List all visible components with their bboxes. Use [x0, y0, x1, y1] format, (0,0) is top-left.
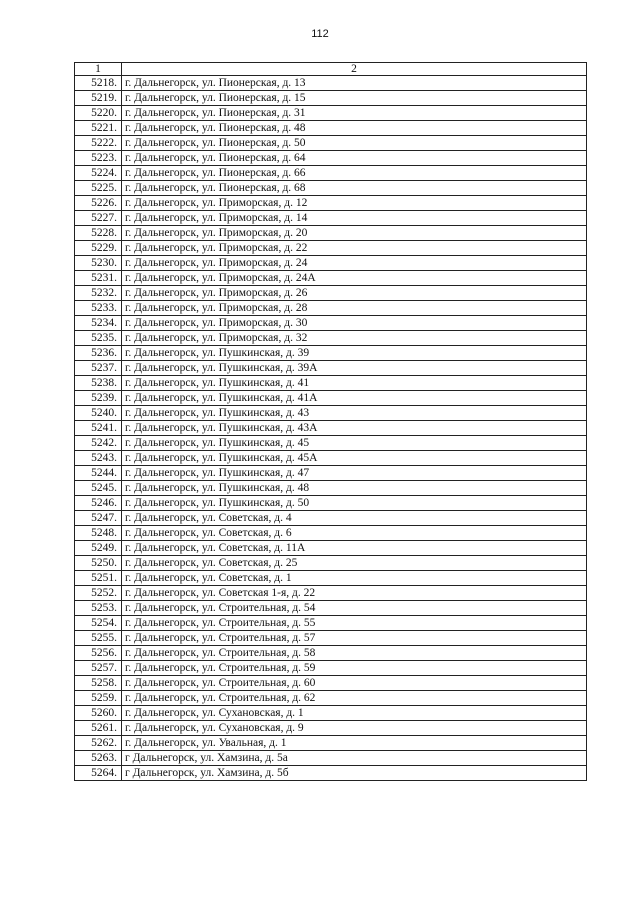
row-address: г. Дальнегорск, ул. Приморская, д. 14 — [122, 211, 587, 226]
table-row — [75, 526, 587, 541]
row-number: 5234. — [75, 316, 122, 331]
row-address: г. Дальнегорск, ул. Приморская, д. 26 — [122, 286, 587, 301]
table-row — [75, 706, 587, 721]
row-number: 5262. — [75, 736, 122, 751]
row-address: г. Дальнегорск, ул. Пионерская, д. 31 — [122, 106, 587, 121]
table-row — [75, 631, 587, 646]
table-row — [75, 511, 587, 526]
row-address: г. Дальнегорск, ул. Пушкинская, д. 41 — [122, 376, 587, 391]
row-number: 5218. — [75, 76, 122, 91]
table-row — [75, 256, 587, 271]
row-address: г. Дальнегорск, ул. Строительная, д. 58 — [122, 646, 587, 661]
table-row — [75, 76, 587, 91]
row-address: г. Дальнегорск, ул. Пионерская, д. 15 — [122, 91, 587, 106]
row-address: г. Дальнегорск, ул. Пушкинская, д. 50 — [122, 496, 587, 511]
row-address: г. Дальнегорск, ул. Советская, д. 4 — [122, 511, 587, 526]
row-number: 5239. — [75, 391, 122, 406]
table-row — [75, 136, 587, 151]
row-address: г. Дальнегорск, ул. Советская 1-я, д. 22 — [122, 586, 587, 601]
row-number: 5233. — [75, 301, 122, 316]
row-address: г. Дальнегорск, ул. Пушкинская, д. 47 — [122, 466, 587, 481]
table-body — [75, 76, 587, 781]
row-address: г. Дальнегорск, ул. Сухановская, д. 1 — [122, 706, 587, 721]
row-number: 5229. — [75, 241, 122, 256]
row-number: 5253. — [75, 601, 122, 616]
table-row — [75, 451, 587, 466]
table-header — [75, 63, 587, 76]
row-number: 5255. — [75, 631, 122, 646]
row-address: г. Дальнегорск, ул. Советская, д. 11А — [122, 541, 587, 556]
row-address: г. Дальнегорск, ул. Пушкинская, д. 39А — [122, 361, 587, 376]
table-row — [75, 196, 587, 211]
header-col-number: 1 — [75, 63, 122, 76]
row-number: 5225. — [75, 181, 122, 196]
row-address: г. Дальнегорск, ул. Увальная, д. 1 — [122, 736, 587, 751]
row-address: г. Дальнегорск, ул. Приморская, д. 28 — [122, 301, 587, 316]
row-number: 5243. — [75, 451, 122, 466]
table-row — [75, 226, 587, 241]
table-row — [75, 436, 587, 451]
row-address: г. Дальнегорск, ул. Строительная, д. 54 — [122, 601, 587, 616]
row-number: 5221. — [75, 121, 122, 136]
row-address: г. Дальнегорск, ул. Приморская, д. 20 — [122, 226, 587, 241]
row-number: 5247. — [75, 511, 122, 526]
row-number: 5252. — [75, 586, 122, 601]
row-number: 5238. — [75, 376, 122, 391]
table-row — [75, 316, 587, 331]
table-row — [75, 271, 587, 286]
table-row — [75, 181, 587, 196]
table-row — [75, 301, 587, 316]
table-row — [75, 646, 587, 661]
table-row — [75, 106, 587, 121]
table-row — [75, 541, 587, 556]
row-address: г. Дальнегорск, ул. Советская, д. 6 — [122, 526, 587, 541]
row-address: г. Дальнегорск, ул. Пушкинская, д. 43А — [122, 421, 587, 436]
row-address: г. Дальнегорск, ул. Строительная, д. 55 — [122, 616, 587, 631]
row-number: 5263. — [75, 751, 122, 766]
row-number: 5250. — [75, 556, 122, 571]
table-row — [75, 406, 587, 421]
row-address: г. Дальнегорск, ул. Пионерская, д. 66 — [122, 166, 587, 181]
row-number: 5222. — [75, 136, 122, 151]
header-col-address: 2 — [122, 63, 587, 76]
row-number: 5256. — [75, 646, 122, 661]
row-number: 5249. — [75, 541, 122, 556]
row-number: 5257. — [75, 661, 122, 676]
row-number: 5261. — [75, 721, 122, 736]
row-number: 5219. — [75, 91, 122, 106]
row-number: 5240. — [75, 406, 122, 421]
row-address: г. Дальнегорск, ул. Пушкинская, д. 41А — [122, 391, 587, 406]
row-number: 5227. — [75, 211, 122, 226]
row-number: 5259. — [75, 691, 122, 706]
row-number: 5232. — [75, 286, 122, 301]
table-row — [75, 361, 587, 376]
table-row — [75, 331, 587, 346]
row-address: г. Дальнегорск, ул. Пионерская, д. 64 — [122, 151, 587, 166]
row-address: г. Дальнегорск, ул. Пионерская, д. 13 — [122, 76, 587, 91]
row-address: г. Дальнегорск, ул. Приморская, д. 32 — [122, 331, 587, 346]
row-number: 5226. — [75, 196, 122, 211]
row-address: г. Дальнегорск, ул. Пионерская, д. 48 — [122, 121, 587, 136]
row-number: 5230. — [75, 256, 122, 271]
header-row — [75, 63, 587, 76]
row-address: г. Дальнегорск, ул. Пушкинская, д. 39 — [122, 346, 587, 361]
table-row — [75, 376, 587, 391]
row-address: г. Дальнегорск, ул. Пушкинская, д. 45 — [122, 436, 587, 451]
table-row — [75, 601, 587, 616]
row-number: 5242. — [75, 436, 122, 451]
row-address: г. Дальнегорск, ул. Приморская, д. 24 — [122, 256, 587, 271]
row-address: г. Дальнегорск, ул. Советская, д. 1 — [122, 571, 587, 586]
table-row — [75, 151, 587, 166]
table-row — [75, 91, 587, 106]
table-row — [75, 211, 587, 226]
table-row — [75, 751, 587, 766]
row-number: 5235. — [75, 331, 122, 346]
row-address: г. Дальнегорск, ул. Строительная, д. 59 — [122, 661, 587, 676]
row-number: 5258. — [75, 676, 122, 691]
table-row — [75, 571, 587, 586]
table-row — [75, 721, 587, 736]
row-number: 5220. — [75, 106, 122, 121]
row-address: г. Дальнегорск, ул. Пушкинская, д. 43 — [122, 406, 587, 421]
table-row — [75, 661, 587, 676]
row-address: г Дальнегорск, ул. Хамзина, д. 5б — [122, 766, 587, 781]
row-number: 5231. — [75, 271, 122, 286]
row-number: 5241. — [75, 421, 122, 436]
row-number: 5228. — [75, 226, 122, 241]
row-address: г. Дальнегорск, ул. Пушкинская, д. 45А — [122, 451, 587, 466]
row-address: г. Дальнегорск, ул. Советская, д. 25 — [122, 556, 587, 571]
table-row — [75, 496, 587, 511]
table-row — [75, 286, 587, 301]
row-address: г. Дальнегорск, ул. Строительная, д. 57 — [122, 631, 587, 646]
row-address: г. Дальнегорск, ул. Приморская, д. 24А — [122, 271, 587, 286]
row-number: 5236. — [75, 346, 122, 361]
page-number: 112 — [311, 28, 329, 40]
row-number: 5237. — [75, 361, 122, 376]
table-row — [75, 556, 587, 571]
table-row — [75, 391, 587, 406]
table-row — [75, 676, 587, 691]
row-number: 5254. — [75, 616, 122, 631]
row-address: г. Дальнегорск, ул. Приморская, д. 30 — [122, 316, 587, 331]
row-address: г. Дальнегорск, ул. Пушкинская, д. 48 — [122, 481, 587, 496]
address-table — [74, 62, 587, 781]
table-row — [75, 736, 587, 751]
table-row — [75, 691, 587, 706]
row-address: г. Дальнегорск, ул. Приморская, д. 12 — [122, 196, 587, 211]
row-address: г. Дальнегорск, ул. Строительная, д. 60 — [122, 676, 587, 691]
row-number: 5251. — [75, 571, 122, 586]
table-row — [75, 616, 587, 631]
table-row — [75, 586, 587, 601]
table-row — [75, 421, 587, 436]
table-row — [75, 466, 587, 481]
table-row — [75, 346, 587, 361]
row-number: 5244. — [75, 466, 122, 481]
table-row — [75, 166, 587, 181]
row-number: 5248. — [75, 526, 122, 541]
table-row — [75, 766, 587, 781]
row-address: г. Дальнегорск, ул. Пионерская, д. 50 — [122, 136, 587, 151]
row-address: г. Дальнегорск, ул. Строительная, д. 62 — [122, 691, 587, 706]
table-row — [75, 241, 587, 256]
row-address: г. Дальнегорск, ул. Приморская, д. 22 — [122, 241, 587, 256]
table-row — [75, 481, 587, 496]
row-number: 5264. — [75, 766, 122, 781]
row-address: г Дальнегорск, ул. Хамзина, д. 5а — [122, 751, 587, 766]
row-address: г. Дальнегорск, ул. Сухановская, д. 9 — [122, 721, 587, 736]
row-number: 5246. — [75, 496, 122, 511]
table-row — [75, 121, 587, 136]
row-number: 5224. — [75, 166, 122, 181]
row-number: 5223. — [75, 151, 122, 166]
row-number: 5260. — [75, 706, 122, 721]
row-number: 5245. — [75, 481, 122, 496]
row-address: г. Дальнегорск, ул. Пионерская, д. 68 — [122, 181, 587, 196]
